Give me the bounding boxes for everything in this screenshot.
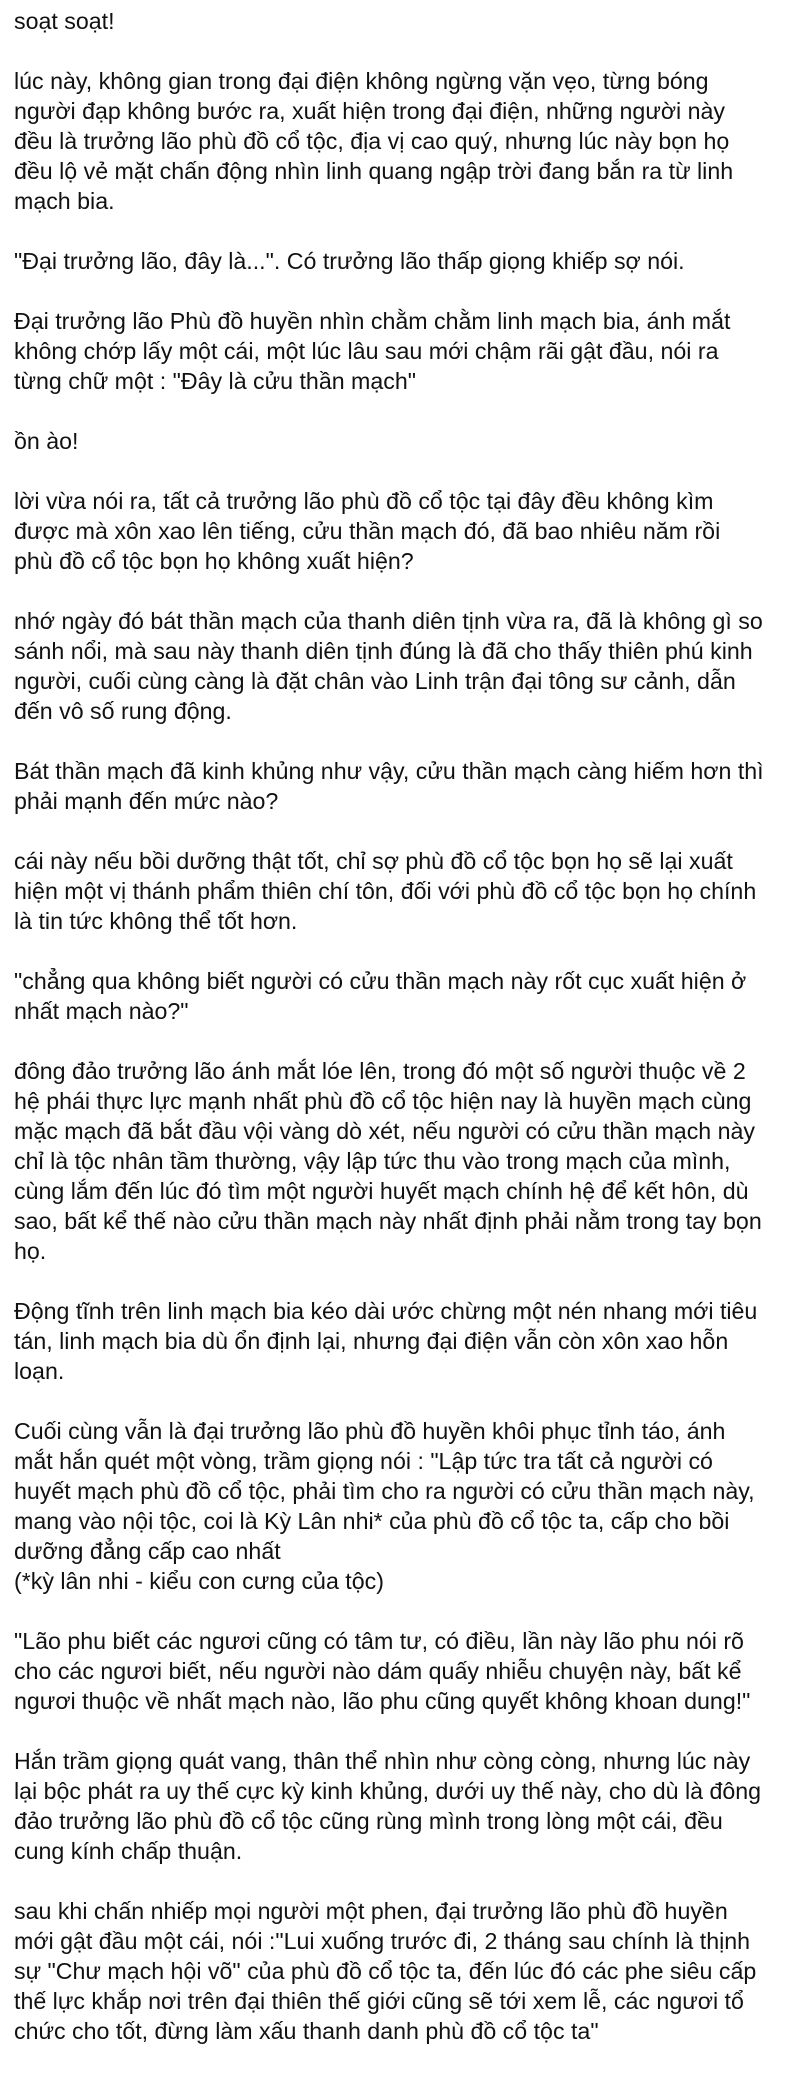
text-line: loạn.	[14, 1358, 65, 1384]
text-line: lại bộc phát ra uy thế cực kỳ kinh khủng, dưới uy thế này, cho dù là đông	[14, 1778, 762, 1804]
text-line: hệ phái thực lực mạnh nhất phù đồ cổ tộc hiện nay là huyền mạch cùng	[14, 1088, 752, 1114]
document-body	[14, 6, 789, 2076]
text-line: Đại trưởng lão Phù đồ huyền nhìn chằm chằm linh mạch bia, ánh mắt	[14, 308, 731, 334]
text-line: không chớp lấy một cái, một lúc lâu sau mới chậm rãi gật đầu, nói ra	[14, 338, 719, 364]
text-line: lời vừa nói ra, tất cả trưởng lão phù đồ cổ tộc tại đây đều không kìm	[14, 488, 714, 514]
text-line: người, cuối cùng càng là đặt chân vào Linh trận đại tông sư cảnh, dẫn	[14, 668, 736, 694]
text-line: Bát thần mạch đã kinh khủng như vậy, cửu thần mạch càng hiếm hơn thì	[14, 758, 764, 784]
text-line: cùng lắm đến lúc đó tìm một người huyết mạch chính hệ để kết hôn, dù	[14, 1178, 749, 1204]
text-line: lúc này, không gian trong đại điện không ngừng vặn vẹo, từng bóng	[14, 68, 709, 94]
text-line: nhất mạch nào?"	[14, 998, 189, 1024]
text-line: phù đồ cổ tộc bọn họ không xuất hiện?	[14, 548, 414, 574]
text-line: mang vào nội tộc, coi là Kỳ Lân nhi* của phù đồ cổ tộc ta, cấp cho bồi	[14, 1508, 730, 1534]
text-line: từng chữ một : "Đây là cửu thần mạch"	[14, 368, 416, 394]
text-line: nhớ ngày đó bát thần mạch của thanh diên tịnh vừa ra, đã là không gì so	[14, 608, 763, 634]
text-line: Hắn trầm giọng quát vang, thân thể nhìn như còng còng, nhưng lúc này	[14, 1748, 751, 1774]
text-line: "chẳng qua không biết người có cửu thần mạch này rốt cục xuất hiện ở	[14, 968, 747, 994]
text-line: Cuối cùng vẫn là đại trưởng lão phù đồ huyền khôi phục tỉnh táo, ánh	[14, 1418, 726, 1444]
paragraph	[14, 1416, 789, 1596]
paragraph	[14, 426, 789, 456]
paragraph	[14, 66, 789, 216]
text-line: dưỡng đẳng cấp cao nhất	[14, 1538, 281, 1564]
text-line: phải mạnh đến mức nào?	[14, 788, 279, 814]
text-line: cung kính chấp thuận.	[14, 1838, 243, 1864]
text-line: sự "Chư mạch hội võ" của phù đồ cổ tộc ta, đến lúc đó các phe siêu cấp	[14, 1958, 757, 1984]
text-line: sau khi chấn nhiếp mọi người một phen, đại trưởng lão phù đồ huyền	[14, 1898, 728, 1924]
text-line: họ.	[14, 1238, 47, 1264]
paragraph	[14, 1746, 789, 1866]
paragraph	[14, 1296, 789, 1386]
text-line: hiện một vị thánh phẩm thiên chí tôn, đối với phù đồ cổ tộc bọn họ chính	[14, 878, 757, 904]
text-line: sánh nổi, mà sau này thanh diên tịnh đúng là đã cho thấy thiên phú kinh	[14, 638, 753, 664]
text-line: đều lộ vẻ mặt chấn động nhìn linh quang ngập trời đang bắn ra từ linh	[14, 158, 734, 184]
text-line: mặc mạch đã bắt đầu vội vàng dò xét, nếu người có cửu thần mạch này	[14, 1118, 756, 1144]
text-line: sao, bất kể thế nào cửu thần mạch này nhất định phải nằm trong tay bọn	[14, 1208, 762, 1234]
text-line: đều là trưởng lão phù đồ cổ tộc, địa vị cao quý, nhưng lúc này bọn họ	[14, 128, 730, 154]
text-line: Động tĩnh trên linh mạch bia kéo dài ước chừng một nén nhang mới tiêu	[14, 1298, 758, 1324]
paragraph	[14, 306, 789, 396]
text-line: được mà xôn xao lên tiếng, cửu thần mạch đó, đã bao nhiêu năm rồi	[14, 518, 721, 544]
text-line: đảo trưởng lão phù đồ cổ tộc cũng rùng mình trong lòng một cái, đều	[14, 1808, 723, 1834]
text-line: là tin tức không thể tốt hơn.	[14, 908, 298, 934]
paragraph	[14, 1056, 789, 1266]
paragraph	[14, 1896, 789, 2046]
paragraph	[14, 6, 789, 36]
text-line: thế lực khắp nơi trên đại thiên thế giới cũng sẽ tới xem lễ, các ngươi tổ	[14, 1988, 744, 2014]
text-line: mắt hắn quét một vòng, trầm giọng nói : "Lập tức tra tất cả người có	[14, 1448, 713, 1474]
paragraph	[14, 846, 789, 936]
text-line: mới gật đầu một cái, nói :"Lui xuống trước đi, 2 tháng sau chính là thịnh	[14, 1928, 751, 1954]
paragraph	[14, 1626, 789, 1716]
text-line: cho các ngươi biết, nếu người nào dám quấy nhiễu chuyện này, bất kể	[14, 1658, 742, 1684]
paragraph	[14, 246, 789, 276]
text-line: huyết mạch phù đồ cổ tộc, phải tìm cho ra người có cửu thần mạch này,	[14, 1478, 755, 1504]
text-line: "Lão phu biết các ngươi cũng có tâm tư, có điều, lần này lão phu nói rõ	[14, 1628, 744, 1654]
text-line: chỉ là tộc nhân tầm thường, vậy lập tức thu vào trong mạch của mình,	[14, 1148, 731, 1174]
text-line: người đạp không bước ra, xuất hiện trong đại điện, những người này	[14, 98, 726, 124]
paragraph	[14, 756, 789, 816]
paragraph	[14, 486, 789, 576]
text-line: đông đảo trưởng lão ánh mắt lóe lên, trong đó một số người thuộc về 2	[14, 1058, 746, 1084]
text-line: chức cho tốt, đừng làm xấu thanh danh phù đồ cổ tộc ta"	[14, 2018, 599, 2044]
text-line: tán, linh mạch bia dù ổn định lại, nhưng đại điện vẫn còn xôn xao hỗn	[14, 1328, 729, 1354]
text-line: mạch bia.	[14, 188, 115, 214]
text-line: đến vô số rung động.	[14, 698, 232, 724]
text-line: ồn ào!	[14, 428, 79, 454]
text-line: (*kỳ lân nhi - kiểu con cưng của tộc)	[14, 1568, 384, 1594]
paragraph	[14, 606, 789, 726]
paragraph	[14, 966, 789, 1026]
text-line: soạt soạt!	[14, 8, 115, 34]
text-line: "Đại trưởng lão, đây là...". Có trưởng lão thấp giọng khiếp sợ nói.	[14, 248, 685, 274]
text-line: cái này nếu bồi dưỡng thật tốt, chỉ sợ phù đồ cổ tộc bọn họ sẽ lại xuất	[14, 848, 733, 874]
text-line: ngươi thuộc về nhất mạch nào, lão phu cũng quyết không khoan dung!"	[14, 1688, 751, 1714]
